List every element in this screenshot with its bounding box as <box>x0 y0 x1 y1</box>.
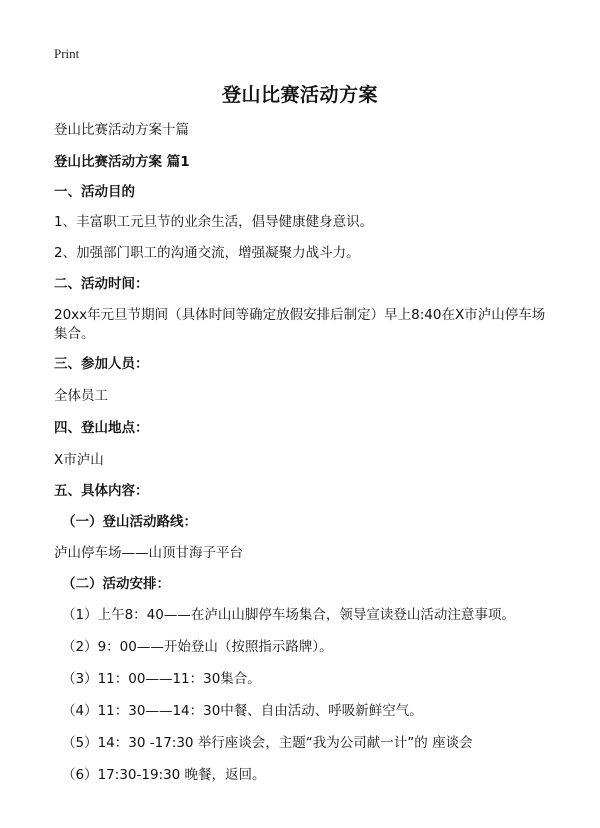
heading-location: 四、登山地点： <box>54 420 149 436</box>
section-title: 登山比赛活动方案 篇1 <box>54 154 190 170</box>
paragraph-time: 20xx年元旦节期间（具体时间等确定放假安排后制定）早上8:40在X市泸山停车场集合。 <box>54 307 546 342</box>
paragraph-participants: 全体员工 <box>54 388 108 404</box>
paragraph-route: 泸山停车场——山顶甘海子平台 <box>54 545 243 561</box>
heading-purpose: 一、活动目的 <box>54 184 135 200</box>
heading-content: 五、具体内容： <box>54 483 149 499</box>
print-label[interactable]: Print <box>54 46 80 61</box>
heading-participants: 三、参加人员： <box>54 356 149 372</box>
schedule-item-4: （4）11：30——14：30中餐、自由活动、呼吸新鲜空气。 <box>62 703 423 719</box>
heading-time: 二、活动时间： <box>54 276 149 292</box>
schedule-item-5: （5）14：30 -17:30 举行座谈会，主题“我为公司献一计”的 座谈会 <box>62 735 473 751</box>
paragraph-purpose-2: 2、加强部门职工的沟通交流，增强凝聚力战斗力。 <box>54 245 360 261</box>
paragraph-purpose-1: 1、丰富职工元旦节的业余生活，倡导健康健身意识。 <box>54 214 374 230</box>
paragraph-location: X市泸山 <box>54 452 104 468</box>
schedule-item-3: （3）11：00——11：30集合。 <box>62 671 261 687</box>
subheading-schedule: （二）活动安排： <box>62 576 170 592</box>
schedule-item-1: （1）上午8：40——在泸山山脚停车场集合，领导宣读登山活动注意事项。 <box>62 607 515 623</box>
schedule-item-6: （6）17:30-19:30 晚餐，返回。 <box>62 767 266 783</box>
document-subtitle: 登山比赛活动方案十篇 <box>54 122 189 138</box>
subheading-route: （一）登山活动路线： <box>62 514 197 530</box>
schedule-item-2: （2）9：00——开始登山（按照指示路牌）。 <box>62 639 333 655</box>
document-title: 登山比赛活动方案 <box>221 84 378 106</box>
